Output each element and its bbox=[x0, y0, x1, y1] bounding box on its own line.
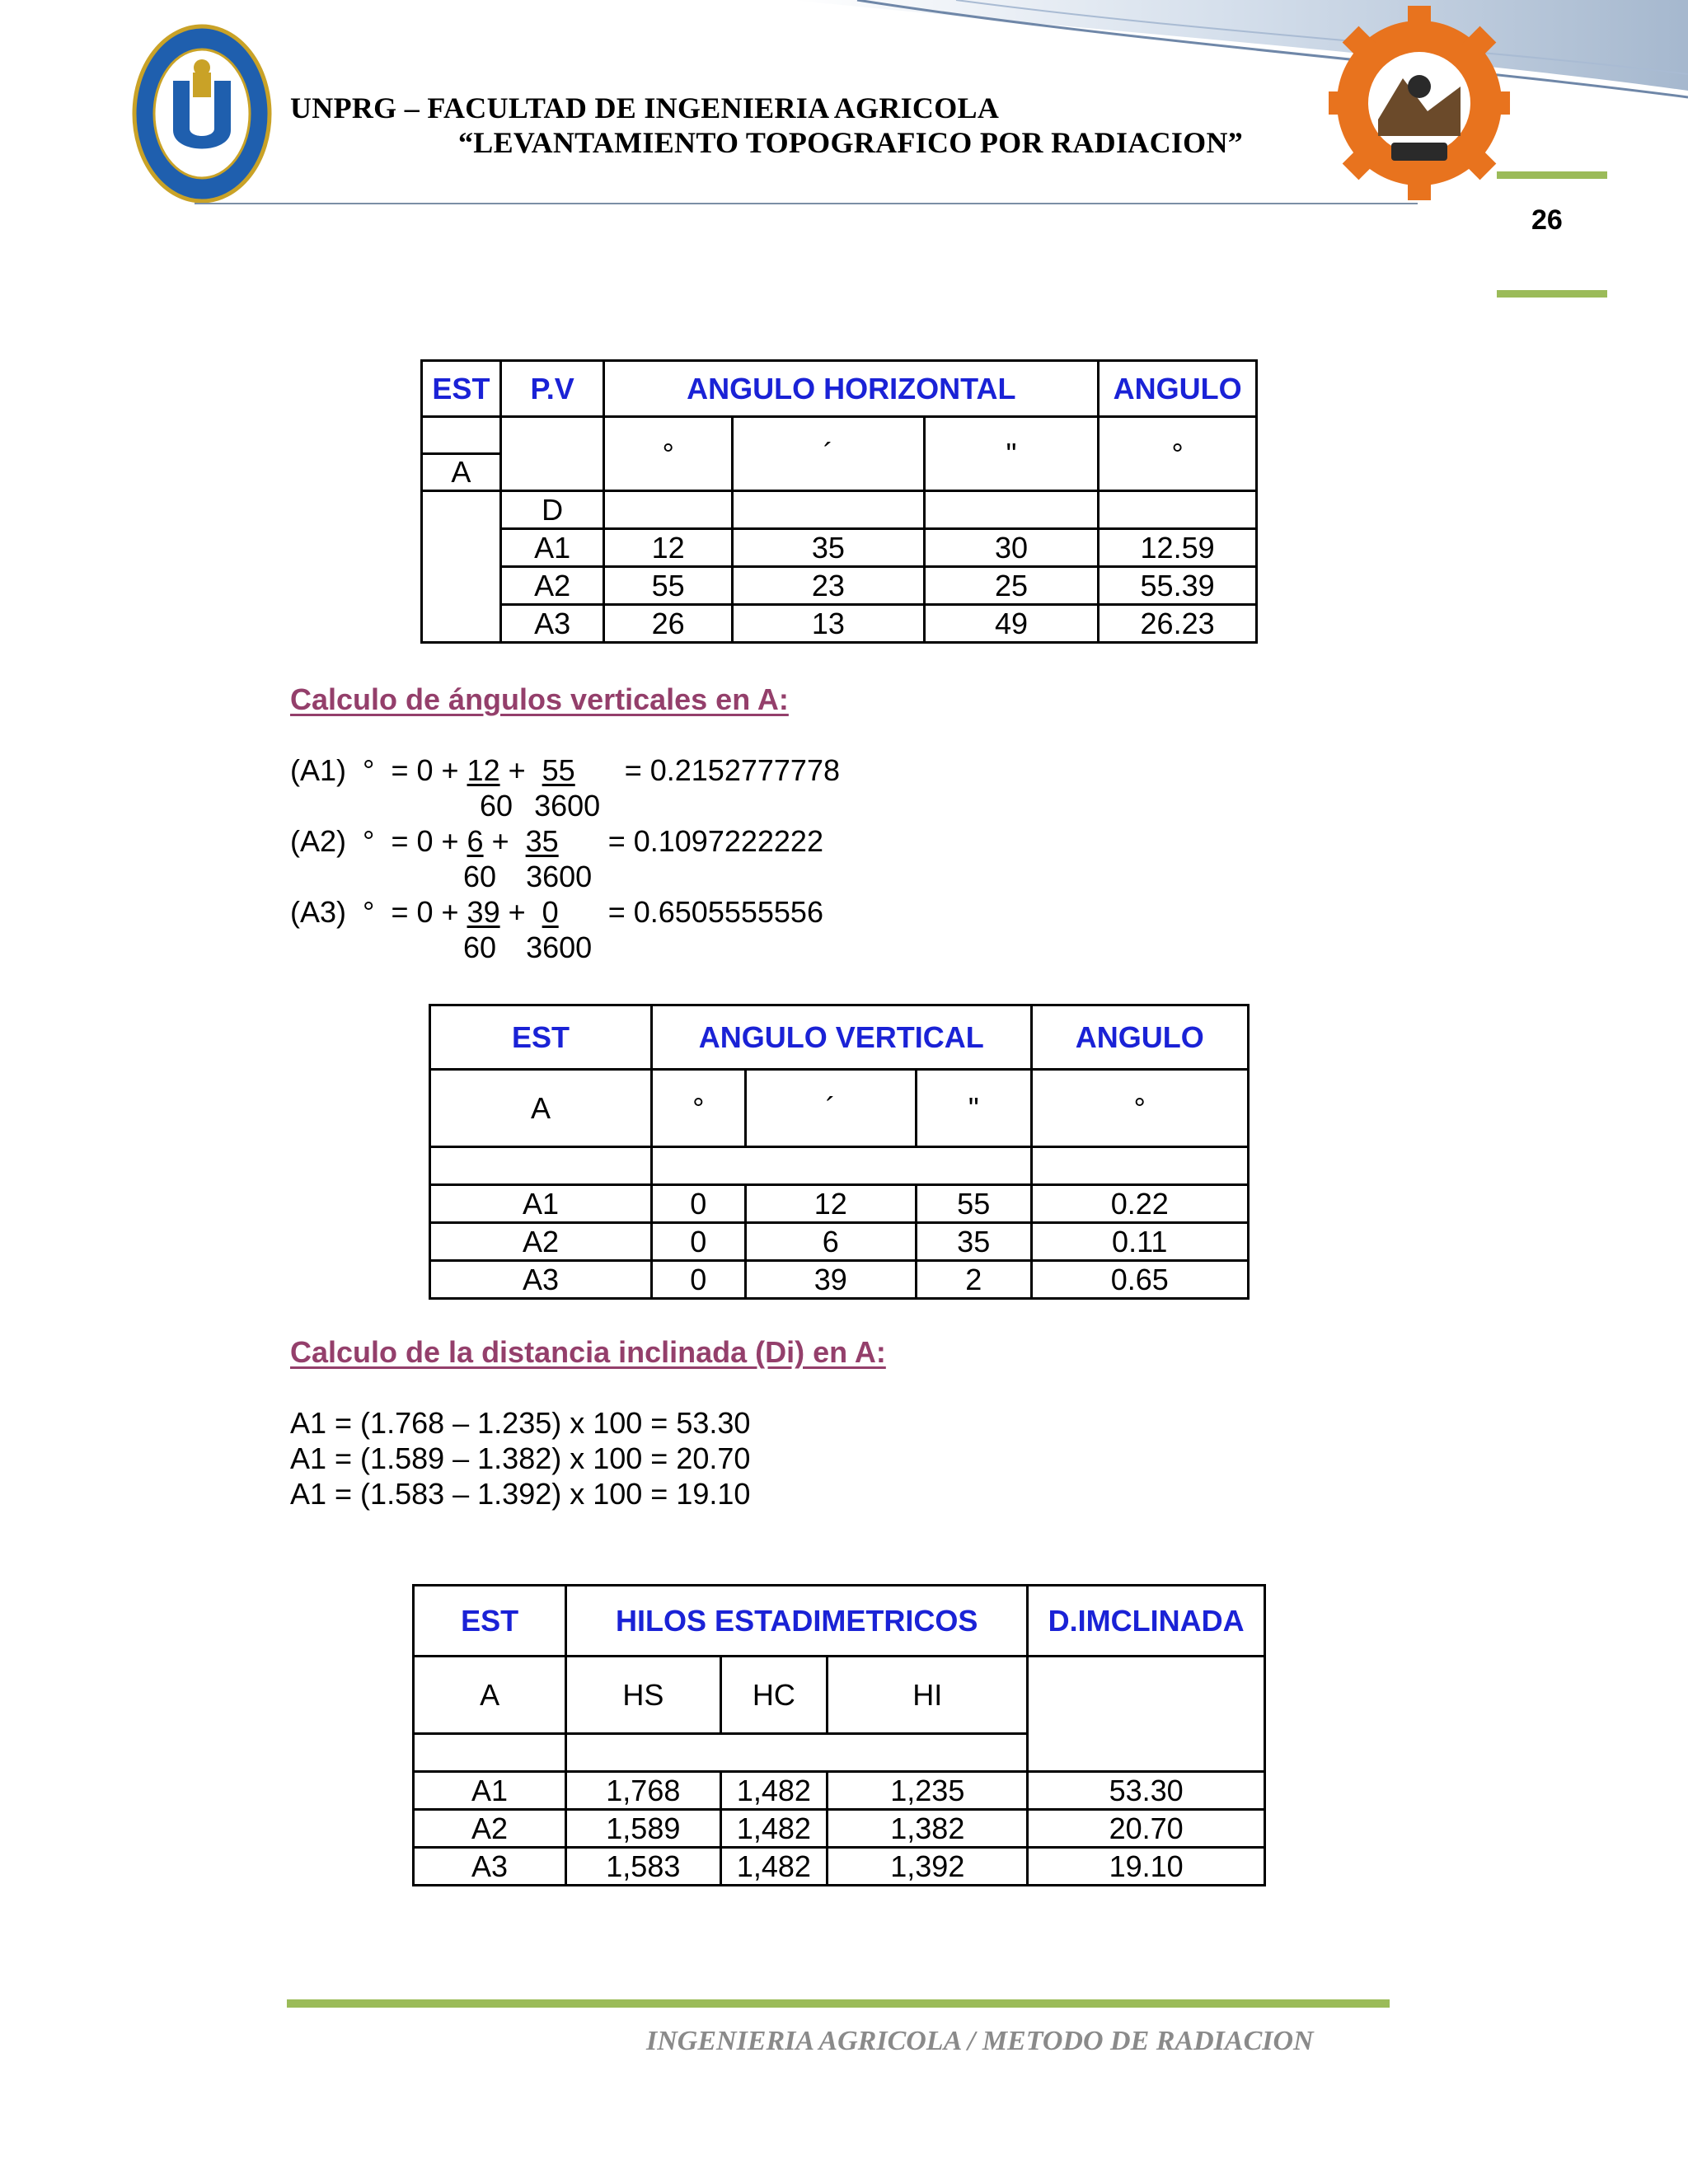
page-number-top-bar bbox=[1497, 171, 1607, 179]
horizontal-angle-table bbox=[420, 359, 1258, 644]
header-est: EST bbox=[414, 1586, 566, 1657]
calc-num2: 35 bbox=[525, 824, 559, 858]
table-row bbox=[422, 605, 1257, 643]
point-cell: A3 bbox=[414, 1848, 566, 1886]
point-cell: A1 bbox=[430, 1185, 652, 1223]
calc-pre: = 0 + bbox=[391, 824, 459, 858]
footer-divider bbox=[287, 1999, 1390, 2008]
header-faculty-title: UNPRG – FACULTAD DE INGENIERIA AGRICOLA bbox=[290, 91, 1000, 124]
point-cell: A1 bbox=[414, 1772, 566, 1810]
point-cell: A2 bbox=[414, 1810, 566, 1848]
calc-degree: ° bbox=[363, 895, 375, 929]
calc-plus: + bbox=[508, 753, 526, 787]
table-row bbox=[414, 1848, 1265, 1886]
distance-calc-line: A1 = (1.589 – 1.382) x 100 = 20.70 bbox=[290, 1441, 751, 1475]
deg-cell: 12 bbox=[604, 529, 732, 567]
calc-denominators bbox=[480, 789, 600, 823]
empty-cell bbox=[1099, 491, 1257, 529]
pv-cell: A3 bbox=[500, 605, 604, 643]
hs-cell: 1,583 bbox=[566, 1848, 720, 1886]
calc-label: (A2) bbox=[290, 824, 347, 858]
calc-den2: 3600 bbox=[526, 930, 593, 964]
min-cell: 13 bbox=[732, 605, 924, 643]
table-row bbox=[422, 567, 1257, 605]
calc-denominators bbox=[463, 930, 592, 965]
calc-denominators bbox=[463, 860, 592, 894]
university-seal-logo bbox=[132, 23, 272, 204]
min-cell: 23 bbox=[732, 567, 924, 605]
header-est: EST bbox=[422, 361, 501, 417]
degree-symbol: ° bbox=[651, 1070, 745, 1147]
calc-pre: = 0 + bbox=[391, 895, 459, 929]
distance-spacer-cell bbox=[1028, 1657, 1265, 1772]
point-cell: A2 bbox=[430, 1223, 652, 1261]
pv-cell: A1 bbox=[500, 529, 604, 567]
stadia-hairs-table bbox=[412, 1584, 1266, 1886]
table-row bbox=[430, 1185, 1249, 1223]
minute-symbol: ´ bbox=[745, 1070, 916, 1147]
sec-cell: 55 bbox=[916, 1185, 1031, 1223]
calc-den2: 3600 bbox=[526, 860, 593, 893]
point-cell: A3 bbox=[430, 1261, 652, 1299]
angle-degree-symbol: ° bbox=[1099, 417, 1257, 491]
header-angulo: ANGULO bbox=[1031, 1005, 1249, 1070]
sec-cell: 49 bbox=[924, 605, 1098, 643]
empty-cell bbox=[430, 1147, 652, 1185]
deg-cell: 55 bbox=[604, 567, 732, 605]
empty-cell bbox=[414, 1734, 566, 1772]
distance-calc-line: A1 = (1.768 – 1.235) x 100 = 53.30 bbox=[290, 1406, 751, 1440]
minute-symbol: ´ bbox=[732, 417, 924, 491]
empty-cell bbox=[1031, 1147, 1249, 1185]
calc-result: = 0.1097222222 bbox=[607, 824, 823, 858]
station-spacer-cell bbox=[422, 417, 501, 454]
hi-cell: 1,392 bbox=[828, 1848, 1028, 1886]
min-cell: 39 bbox=[745, 1261, 916, 1299]
calc-line bbox=[290, 895, 823, 930]
calc-plus: + bbox=[508, 895, 526, 929]
empty-cell bbox=[651, 1147, 1031, 1185]
backsight-point: D bbox=[500, 491, 604, 529]
min-cell: 12 bbox=[745, 1185, 916, 1223]
page-number-bottom-bar bbox=[1497, 290, 1607, 298]
angle-cell: 0.11 bbox=[1031, 1223, 1249, 1261]
hi-cell: 1,382 bbox=[828, 1810, 1028, 1848]
second-symbol: " bbox=[924, 417, 1098, 491]
angle-cell: 26.23 bbox=[1099, 605, 1257, 643]
station-merged-cell bbox=[422, 491, 501, 643]
degree-symbol: ° bbox=[604, 417, 732, 491]
calc-result: = 0.2152777778 bbox=[624, 753, 840, 787]
calc-num2: 55 bbox=[542, 753, 575, 787]
hc-cell: 1,482 bbox=[720, 1772, 828, 1810]
table-row bbox=[430, 1261, 1249, 1299]
header-angulo-vertical: ANGULO VERTICAL bbox=[651, 1005, 1031, 1070]
header-est: EST bbox=[430, 1005, 652, 1070]
empty-cell bbox=[566, 1734, 1028, 1772]
header-hc: HC bbox=[720, 1657, 828, 1734]
header-hilos-estadimetricos: HILOS ESTADIMETRICOS bbox=[566, 1586, 1028, 1657]
header-document-title: “LEVANTAMIENTO TOPOGRAFICO POR RADIACION” bbox=[458, 126, 1244, 159]
page-number: 26 bbox=[1531, 204, 1563, 236]
station-label: A bbox=[414, 1657, 566, 1734]
calc-den1: 60 bbox=[480, 789, 513, 823]
hc-cell: 1,482 bbox=[720, 1810, 828, 1848]
distance-calc-line: A1 = (1.583 – 1.392) x 100 = 19.10 bbox=[290, 1477, 751, 1511]
distance-cell: 20.70 bbox=[1028, 1810, 1265, 1848]
calc-label: (A1) bbox=[290, 753, 347, 787]
hs-cell: 1,768 bbox=[566, 1772, 720, 1810]
hi-cell: 1,235 bbox=[828, 1772, 1028, 1810]
header-angulo: ANGULO bbox=[1099, 361, 1257, 417]
calc-plus: + bbox=[491, 824, 509, 858]
pv-cell: A2 bbox=[500, 567, 604, 605]
station-label: A bbox=[422, 454, 501, 491]
vertical-angle-table bbox=[429, 1004, 1250, 1300]
station-label: A bbox=[430, 1070, 652, 1147]
calc-den1: 60 bbox=[463, 860, 497, 893]
section-title-inclined-distance: Calculo de la distancia inclinada (Di) en A: bbox=[290, 1335, 886, 1369]
second-symbol: " bbox=[916, 1070, 1031, 1147]
min-cell: 6 bbox=[745, 1223, 916, 1261]
calc-degree: ° bbox=[363, 753, 375, 787]
empty-cell bbox=[732, 491, 924, 529]
table-row bbox=[414, 1772, 1265, 1810]
sec-cell: 2 bbox=[916, 1261, 1031, 1299]
distance-cell: 19.10 bbox=[1028, 1848, 1265, 1886]
calc-den2: 3600 bbox=[534, 789, 601, 823]
calc-num1: 6 bbox=[467, 824, 484, 858]
sec-cell: 35 bbox=[916, 1223, 1031, 1261]
calc-num1: 12 bbox=[467, 753, 500, 787]
header-hi: HI bbox=[828, 1657, 1028, 1734]
sec-cell: 25 bbox=[924, 567, 1098, 605]
distance-cell: 53.30 bbox=[1028, 1772, 1265, 1810]
deg-cell: 0 bbox=[651, 1261, 745, 1299]
calc-line bbox=[290, 753, 840, 788]
angle-cell: 0.22 bbox=[1031, 1185, 1249, 1223]
header-divider bbox=[195, 203, 1418, 204]
calc-num2: 0 bbox=[542, 895, 559, 929]
header-angulo-horizontal: ANGULO HORIZONTAL bbox=[604, 361, 1099, 417]
faculty-gear-logo bbox=[1329, 0, 1510, 206]
footer-text: INGENIERIA AGRICOLA / METODO DE RADIACION bbox=[646, 2026, 1314, 2056]
deg-cell: 26 bbox=[604, 605, 732, 643]
deg-cell: 0 bbox=[651, 1185, 745, 1223]
angle-cell: 0.65 bbox=[1031, 1261, 1249, 1299]
header-pv: P.V bbox=[500, 361, 604, 417]
header-hs: HS bbox=[566, 1657, 720, 1734]
calc-line bbox=[290, 824, 823, 859]
pv-spacer-cell bbox=[500, 417, 604, 491]
min-cell: 35 bbox=[732, 529, 924, 567]
angle-cell: 55.39 bbox=[1099, 567, 1257, 605]
header-swoosh-decoration bbox=[791, 0, 1688, 99]
sec-cell: 30 bbox=[924, 529, 1098, 567]
calc-num1: 39 bbox=[467, 895, 500, 929]
table-row bbox=[422, 529, 1257, 567]
section-title-vertical-angles: Calculo de ángulos verticales en A: bbox=[290, 682, 789, 716]
hc-cell: 1,482 bbox=[720, 1848, 828, 1886]
calc-result: = 0.6505555556 bbox=[607, 895, 823, 929]
deg-cell: 0 bbox=[651, 1223, 745, 1261]
calc-degree: ° bbox=[363, 824, 375, 858]
empty-cell bbox=[604, 491, 732, 529]
calc-pre: = 0 + bbox=[391, 753, 459, 787]
table-row bbox=[414, 1810, 1265, 1848]
hs-cell: 1,589 bbox=[566, 1810, 720, 1848]
angle-degree-symbol: ° bbox=[1031, 1070, 1249, 1147]
calc-label: (A3) bbox=[290, 895, 347, 929]
table-row bbox=[430, 1223, 1249, 1261]
empty-cell bbox=[924, 491, 1098, 529]
calc-den1: 60 bbox=[463, 930, 497, 964]
header-distancia-inclinada: D.IMCLINADA bbox=[1028, 1586, 1265, 1657]
angle-cell: 12.59 bbox=[1099, 529, 1257, 567]
